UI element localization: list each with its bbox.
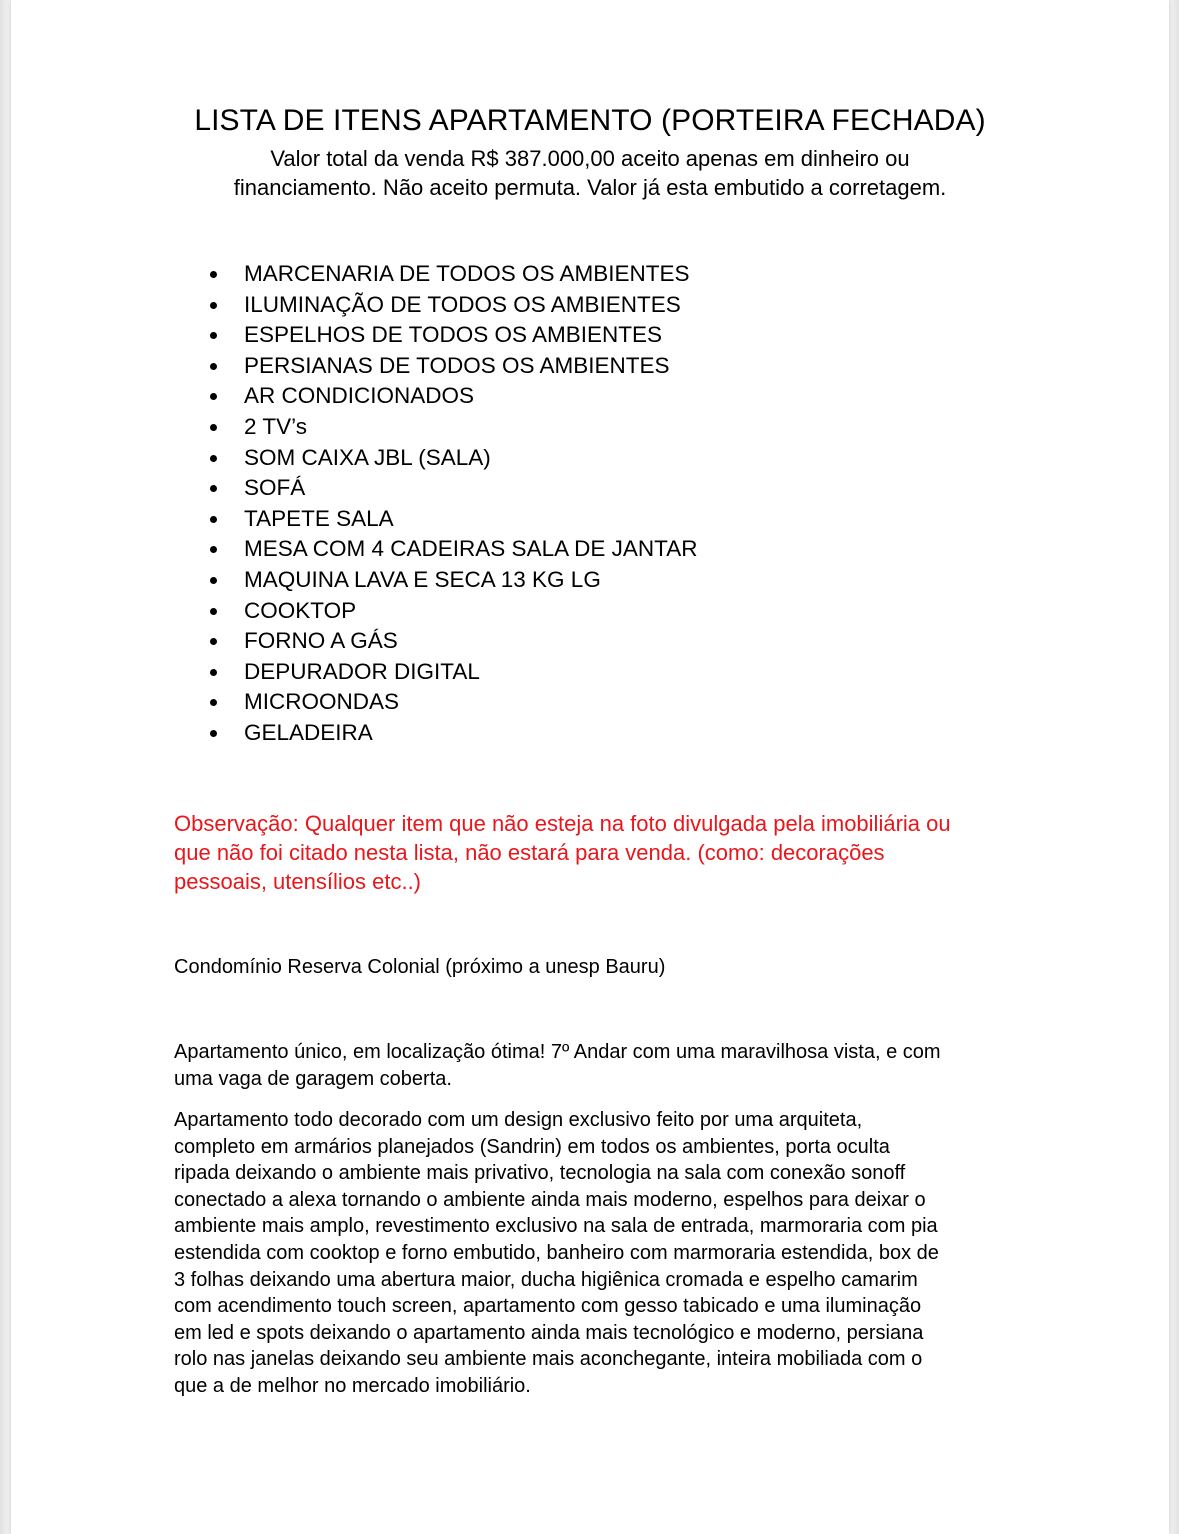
- list-item-label: DEPURADOR DIGITAL: [244, 658, 480, 684]
- list-item: [208, 718, 697, 749]
- list-item-label: SOFÁ: [244, 475, 306, 501]
- list-item: [208, 504, 697, 535]
- list-item-label: GELADEIRA: [244, 719, 373, 745]
- paragraph-line: rolo nas janelas deixando seu ambiente mais aconchegante, inteira mobiliada com o: [174, 1348, 923, 1371]
- list-item: [208, 290, 697, 321]
- paragraph-line: com acendimento touch screen, apartamento com gesso tabicado e uma iluminação: [174, 1295, 922, 1318]
- condominium-location: Condomínio Reserva Colonial (próximo a unesp Bauru): [174, 956, 666, 978]
- page-edge-left: [0, 0, 11, 1534]
- list-item: [208, 259, 697, 290]
- items-list: [208, 259, 697, 749]
- list-item: [208, 687, 697, 718]
- document-title: LISTA DE ITENS APARTAMENTO (PORTEIRA FECHADA): [194, 104, 986, 137]
- observation-line: que não foi citado nesta lista, não estará para venda. (como: decorações: [174, 840, 885, 865]
- list-item: [208, 596, 697, 627]
- paragraph-line: Apartamento único, em localização ótima! 7º Andar com uma maravilhosa vista, e com: [174, 1041, 941, 1063]
- bullet-icon: [210, 577, 217, 584]
- paragraph-line: que a de melhor no mercado imobiliário.: [174, 1374, 531, 1397]
- paragraph-line: uma vaga de garagem coberta.: [174, 1067, 452, 1090]
- document-page: [11, 0, 1169, 1534]
- bullet-icon: [210, 730, 217, 737]
- bullet-icon: [210, 546, 217, 553]
- list-item-label: SOM CAIXA JBL (SALA): [244, 444, 491, 470]
- observation-line: Observação: Qualquer item que não esteja na foto divulgada pela imobiliária ou: [174, 811, 951, 836]
- paragraph-line: conectado a alexa tornando o ambiente ainda mais moderno, espelhos para deixar o: [174, 1188, 926, 1211]
- bullet-icon: [210, 271, 217, 278]
- bullet-icon: [210, 393, 217, 400]
- bullet-icon: [210, 455, 217, 462]
- list-item-label: AR CONDICIONADOS: [244, 383, 475, 409]
- bullet-icon: [210, 516, 217, 523]
- bullet-icon: [210, 302, 217, 309]
- subtitle-line: financiamento. Não aceito permuta. Valor já esta embutido a corretagem.: [233, 175, 947, 200]
- paragraph-line: completo em armários planejados (Sandrin) em todos os ambientes, porta oculta: [174, 1135, 890, 1158]
- list-item: [208, 412, 697, 443]
- paragraph-line: ambiente mais amplo, revestimento exclusivo na sala de entrada, marmoraria com pia: [174, 1215, 938, 1238]
- bullet-icon: [210, 699, 217, 706]
- description-paragraph-1: [174, 1039, 1014, 1092]
- list-item-label: COOKTOP: [244, 597, 357, 623]
- list-item-label: MESA COM 4 CADEIRAS SALA DE JANTAR: [244, 536, 698, 562]
- list-item-label: MAQUINA LAVA E SECA 13 KG LG: [244, 566, 601, 592]
- bullet-icon: [210, 608, 217, 615]
- list-item-label: MICROONDAS: [244, 689, 400, 715]
- list-item-label: 2 TV’s: [244, 413, 307, 439]
- list-item: [208, 473, 697, 504]
- subtitle-line: Valor total da venda R$ 387.000,00 aceito apenas em dinheiro ou: [270, 146, 910, 171]
- list-item-label: ILUMINAÇÃO DE TODOS OS AMBIENTES: [244, 291, 681, 317]
- list-item: [208, 320, 697, 351]
- bullet-icon: [210, 424, 217, 431]
- observation-note: [174, 809, 1014, 896]
- bullet-icon: [210, 485, 217, 492]
- list-item: [208, 443, 697, 474]
- bullet-icon: [210, 638, 217, 645]
- paragraph-line: ripada deixando o ambiente mais privativo, tecnologia na sala com conexão sonoff: [174, 1162, 906, 1185]
- paragraph-line: estendida com cooktop e forno embutido, banheiro com marmoraria estendida, box de: [174, 1241, 939, 1264]
- list-item: [208, 657, 697, 688]
- bullet-icon: [210, 363, 217, 370]
- list-item: [208, 381, 697, 412]
- list-item: [208, 351, 697, 382]
- page-edge-right: [1169, 0, 1179, 1534]
- bullet-icon: [210, 332, 217, 339]
- list-item: [208, 626, 697, 657]
- list-item: [208, 565, 697, 596]
- list-item-label: TAPETE SALA: [244, 505, 394, 531]
- paragraph-line: 3 folhas deixando uma abertura maior, ducha higiênica cromada e espelho camarim: [174, 1268, 918, 1291]
- paragraph-line: em led e spots deixando o apartamento ainda mais tecnológico e moderno, persiana: [174, 1321, 924, 1344]
- description-paragraph-2: [174, 1107, 1014, 1400]
- list-item-label: FORNO A GÁS: [244, 628, 398, 654]
- list-item: [208, 534, 697, 565]
- document-subtitle: [11, 144, 1169, 202]
- paragraph-line: Apartamento todo decorado com um design exclusivo feito por uma arquiteta,: [174, 1109, 863, 1131]
- list-item-label: PERSIANAS DE TODOS OS AMBIENTES: [244, 352, 670, 378]
- list-item-label: MARCENARIA DE TODOS OS AMBIENTES: [244, 261, 690, 286]
- list-item-label: ESPELHOS DE TODOS OS AMBIENTES: [244, 322, 663, 348]
- observation-line: pessoais, utensílios etc..): [174, 869, 422, 894]
- bullet-icon: [210, 669, 217, 676]
